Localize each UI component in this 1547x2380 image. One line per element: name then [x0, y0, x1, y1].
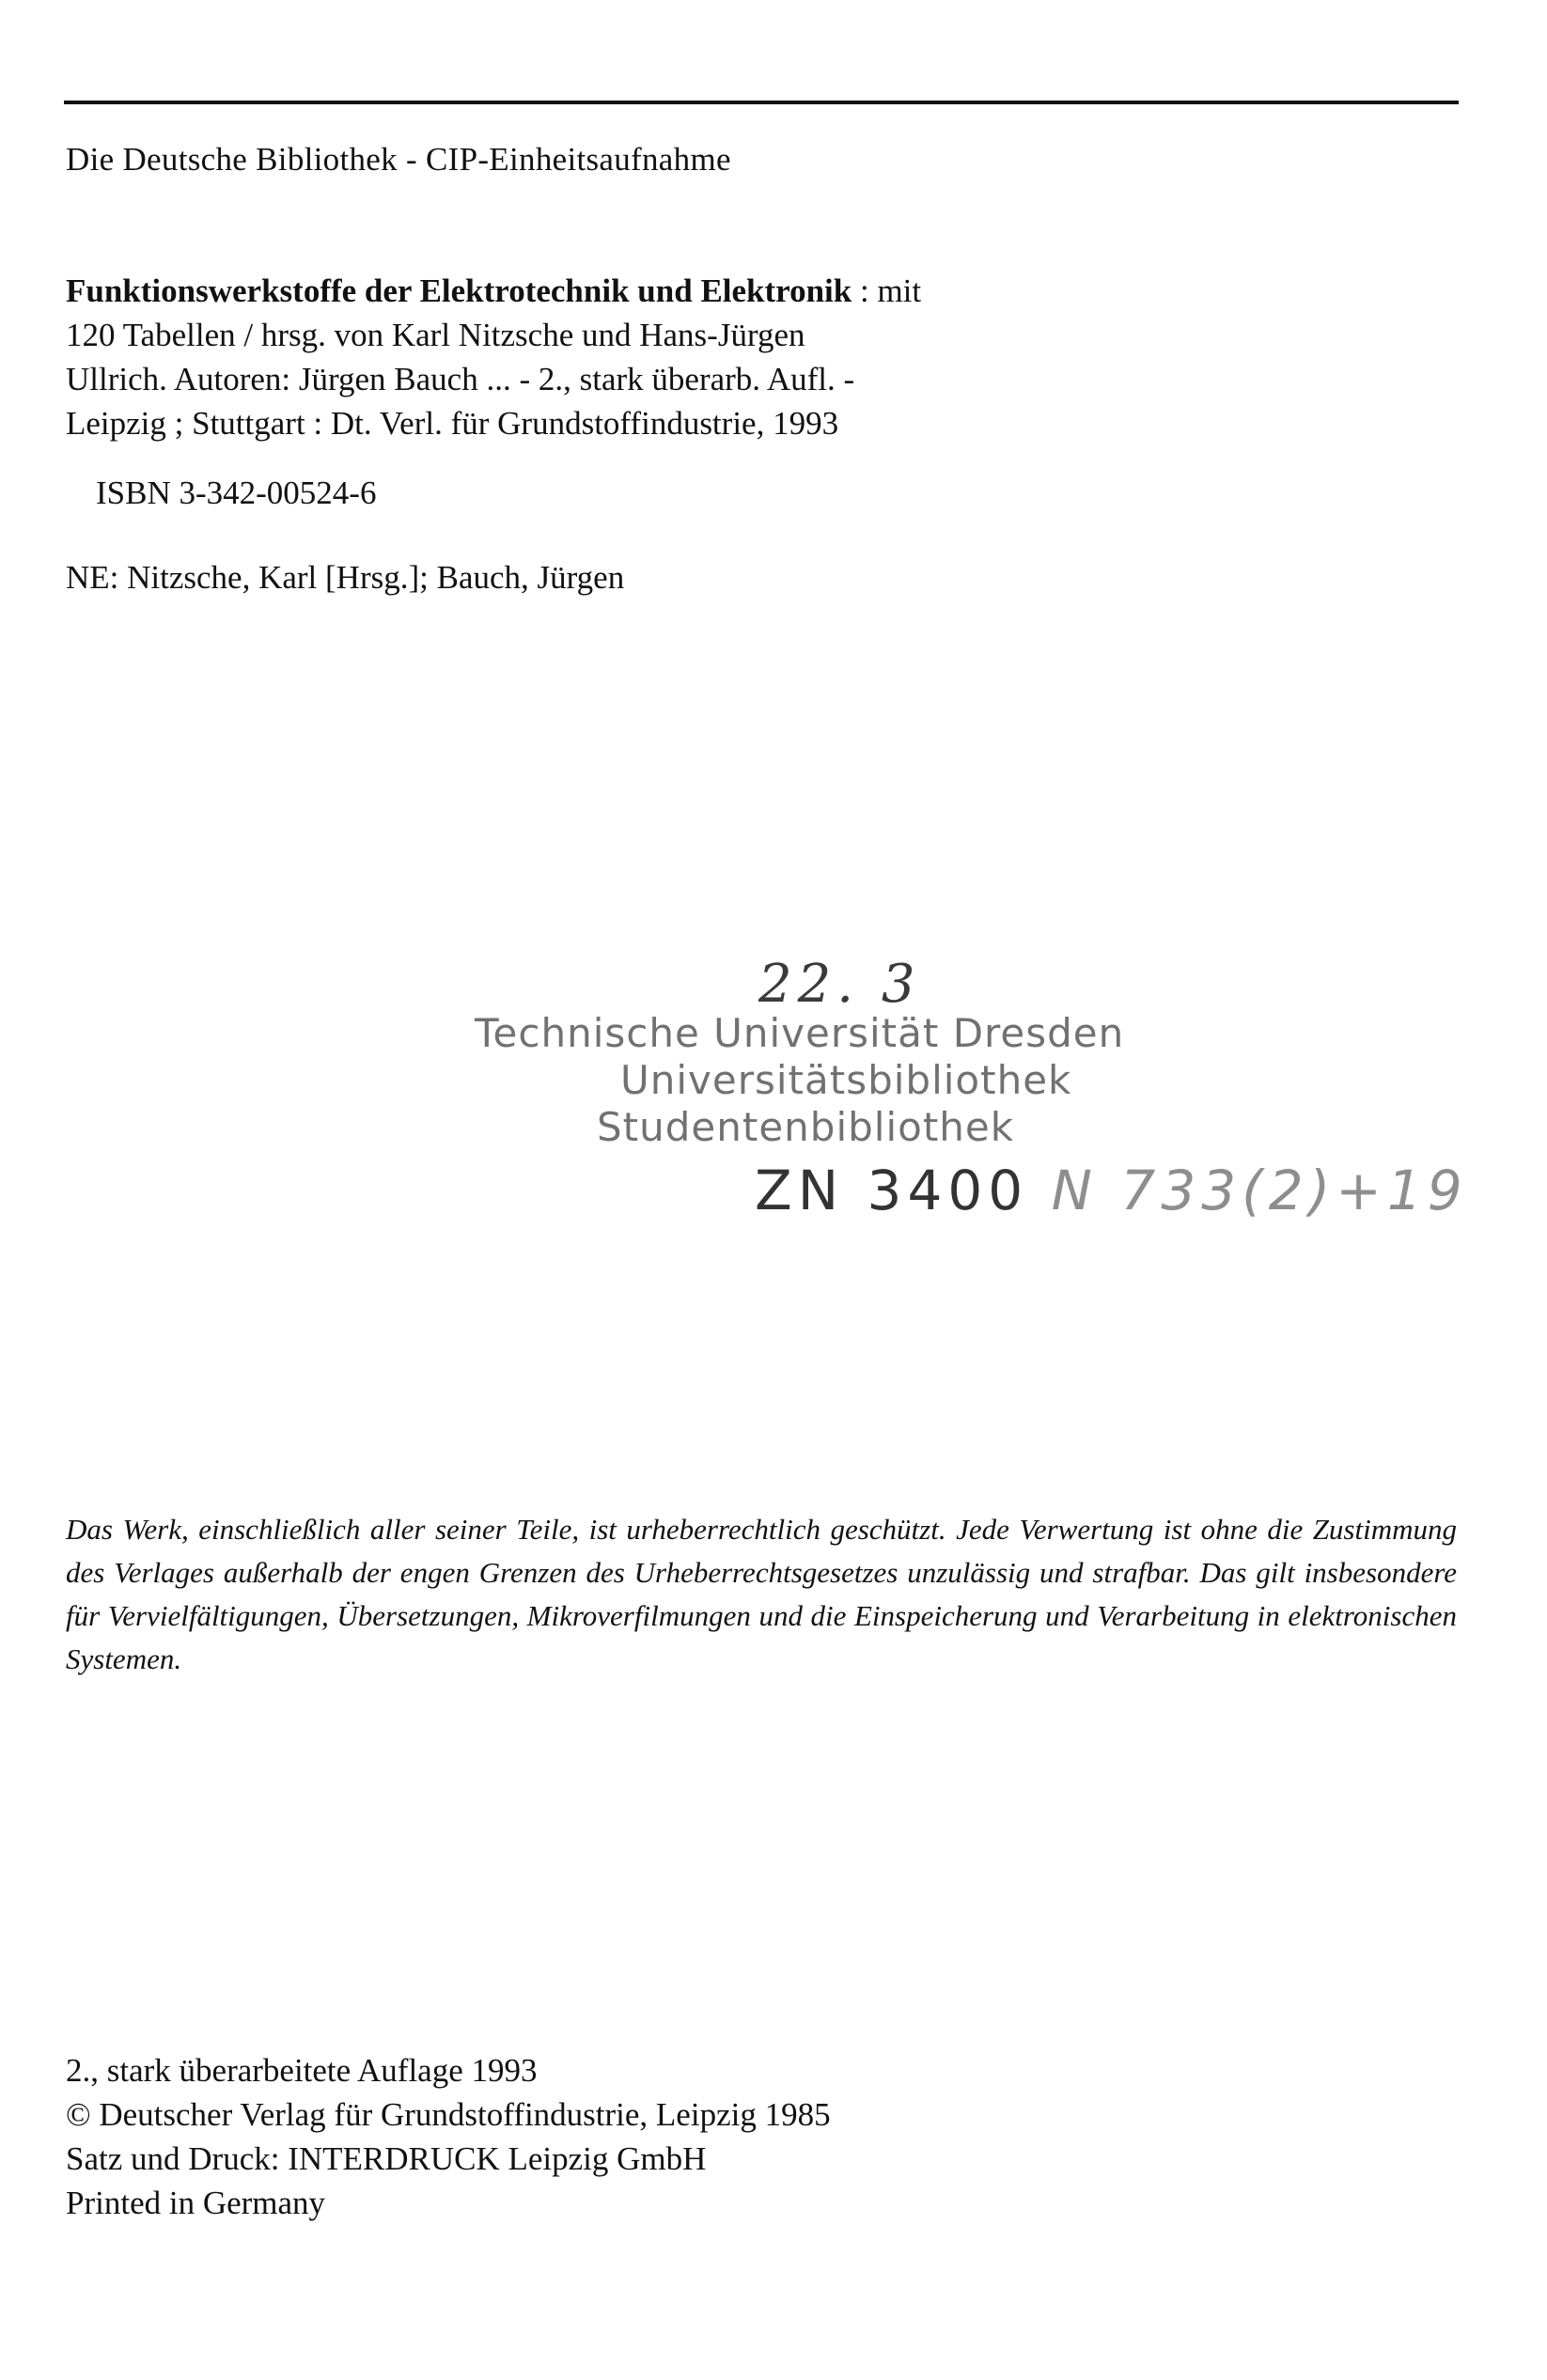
imprint: [66, 2048, 831, 2225]
cip-record-line-4: Leipzig ; Stuttgart : Dt. Verl. für Grundstoffindustrie, 1993: [66, 405, 839, 442]
book-title: Funktionswerkstoffe der Elektrotechnik und Elektronik: [66, 272, 852, 309]
printer-line: Satz und Druck: INTERDRUCK Leipzig GmbH: [66, 2140, 707, 2177]
copyright-line: © Deutscher Verlag für Grundstoffindustrie, Leipzig 1985: [66, 2096, 831, 2133]
cip-record-line-3: Ullrich. Autoren: Jürgen Bauch ... - 2., stark überarb. Aufl. -: [66, 361, 855, 397]
handwritten-shelfmark: [755, 1159, 1468, 1222]
book-title-suffix: : mit: [852, 272, 922, 309]
cip-record-line-1: [66, 269, 1006, 313]
printed-in-line: Printed in Germany: [66, 2185, 326, 2221]
shelfmark: ZN 3400: [755, 1159, 1029, 1222]
shelfmark-extra: N 733(2)+19: [1051, 1159, 1468, 1222]
isbn: ISBN 3-342-00524-6: [96, 474, 377, 511]
library-stamp: [475, 954, 1490, 1264]
stamp-line-university: Technische Universität Dresden: [475, 1010, 1125, 1056]
top-rule: [64, 101, 1459, 104]
cip-heading: Die Deutsche Bibliothek - CIP-Einheitsaufnahme: [66, 141, 731, 178]
cip-record: [66, 269, 1006, 445]
stamp-line-student-library: Studentenbibliothek: [597, 1104, 1015, 1150]
cip-record-line-2: 120 Tabellen / hrsg. von Karl Nitzsche und Hans-Jürgen: [66, 317, 805, 353]
ne-entry: NE: Nitzsche, Karl [Hrsg.]; Bauch, Jürgen: [66, 559, 625, 596]
stamp-number: 22. 3: [758, 954, 921, 1015]
edition-line: 2., stark überarbeitete Auflage 1993: [66, 2052, 538, 2089]
stamp-line-library: Universitätsbibliothek: [620, 1057, 1072, 1103]
copyright-notice: Das Werk, einschließlich aller seiner Teile, ist urheberrechtlich geschützt. Jede Verwertung ist ohne die Zustimmung des Verlages außerhalb der engen Grenzen des Urheberrechtsgesetzes unzulässig und strafbar. Das gilt insbesondere für Vervielfältigungen, Übersetzungen, Mikroverfilmungen und die Einspeicherung und Verarbeitung in elektronischen Systemen.: [66, 1513, 1457, 1675]
